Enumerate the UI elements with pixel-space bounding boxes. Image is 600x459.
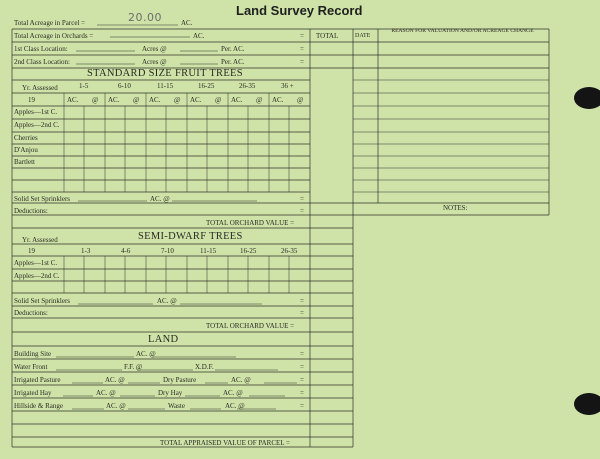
hillside-range-label: Hillside & Range — [14, 402, 63, 410]
semi-dwarf-heading: SEMI-DWARF TREES — [138, 231, 243, 242]
std-range-3: 11-15 — [157, 82, 174, 90]
class2-location-label: 2nd Class Location: — [14, 58, 70, 66]
equals-sign: = — [300, 363, 304, 371]
equals-sign: = — [300, 207, 304, 215]
equals-sign: = — [300, 58, 304, 66]
irrigated-hay-label: Irrigated Hay — [14, 389, 52, 397]
form-title: Land Survey Record — [236, 3, 363, 18]
std-ac-4: AC. — [190, 96, 202, 104]
equals-sign: = — [300, 389, 304, 397]
building-site-ac-at: AC. @ — [136, 350, 156, 358]
std-row-label: Apples—1st C. — [14, 108, 58, 116]
standard-trees-heading: STANDARD SIZE FRUIT TREES — [87, 68, 243, 79]
semi-range-3: 7-10 — [161, 247, 174, 255]
std-at-6: @ — [297, 96, 304, 104]
semi-row-label: Apples—2nd C. — [14, 272, 60, 280]
orchard-acreage-unit: AC. — [193, 32, 205, 40]
parcel-acreage-unit: AC. — [181, 19, 193, 27]
building-site-label: Building Site — [14, 350, 52, 358]
std-ac-3: AC. — [149, 96, 161, 104]
notes-label: NOTES: — [443, 204, 468, 212]
std-range-2: 6-10 — [118, 82, 131, 90]
std-range-1: 1-5 — [79, 82, 89, 90]
class1-location-label: 1st Class Location: — [14, 45, 68, 53]
std-year-prefix: 19 — [28, 96, 35, 104]
waste-label: Waste — [168, 402, 185, 410]
semi-total-orchard-value: TOTAL ORCHARD VALUE = — [206, 322, 295, 330]
water-front-ff-at: F.F. @ — [124, 363, 143, 371]
dry-pasture-ac-at: AC. @ — [231, 376, 251, 384]
irrigated-hay-ac-at: AC. @ — [96, 389, 116, 397]
semi-range-5: 16-25 — [240, 247, 257, 255]
semi-range-4: 11-15 — [200, 247, 217, 255]
class1-per-ac: Per. AC. — [221, 45, 245, 53]
std-ac-6: AC. — [272, 96, 284, 104]
semi-yr-assessed-label: Yr. Assessed — [22, 236, 58, 244]
std-range-5: 26-35 — [239, 82, 256, 90]
std-ac-2: AC. — [108, 96, 120, 104]
equals-sign: = — [300, 45, 304, 53]
semi-sprinklers-ac-at: AC. @ — [157, 297, 177, 305]
std-at-1: @ — [92, 96, 99, 104]
hillside-range-ac-at: AC. @ — [106, 402, 126, 410]
std-range-6: 36 + — [281, 82, 294, 90]
class2-per-ac: Per. AC. — [221, 58, 245, 66]
reason-column-header: REASON FOR VALUATION AND/OR ACREAGE CHANGE — [391, 28, 534, 34]
std-sprinklers-ac-at: AC. @ — [150, 195, 170, 203]
std-at-5: @ — [256, 96, 263, 104]
water-front-label: Water Front — [14, 363, 48, 371]
std-row-label: Bartlett — [14, 158, 35, 166]
semi-year-prefix: 19 — [28, 247, 35, 255]
equals-sign: = — [300, 309, 304, 317]
dry-hay-label: Dry Hay — [158, 389, 183, 397]
std-at-3: @ — [174, 96, 181, 104]
equals-sign: = — [300, 32, 304, 40]
std-ac-5: AC. — [231, 96, 243, 104]
semi-range-6: 26-35 — [281, 247, 298, 255]
semi-deductions-label: Deductions: — [14, 309, 48, 317]
parcel-acreage-label: Total Acreage in Parcel = — [14, 19, 86, 27]
semi-range-2: 4-6 — [121, 247, 131, 255]
class1-acres-at: Acres @ — [142, 45, 167, 53]
dry-hay-ac-at: AC. @ — [223, 389, 243, 397]
semi-row-label: Apples—1st C. — [14, 259, 58, 267]
std-row-label: D'Anjou — [14, 146, 38, 154]
std-ac-1: AC. — [67, 96, 79, 104]
std-total-orchard-value: TOTAL ORCHARD VALUE = — [206, 219, 295, 227]
semi-sprinklers-label: Solid Set Sprinklers — [14, 297, 71, 305]
std-at-2: @ — [133, 96, 140, 104]
water-front-xdf: X.D.F. — [195, 363, 214, 371]
irrigated-pasture-label: Irrigated Pasture — [14, 376, 61, 384]
land-heading: LAND — [148, 334, 179, 345]
semi-range-1: 1-3 — [81, 247, 91, 255]
std-at-4: @ — [215, 96, 222, 104]
dry-pasture-label: Dry Pasture — [163, 376, 197, 384]
std-yr-assessed-label: Yr. Assessed — [22, 84, 58, 92]
std-row-label: Cherries — [14, 134, 38, 142]
total-appraised-value: TOTAL APPRAISED VALUE OF PARCEL = — [160, 439, 290, 447]
std-sprinklers-label: Solid Set Sprinklers — [14, 195, 71, 203]
date-column-header: DATE — [355, 33, 371, 39]
total-column-header: TOTAL — [316, 32, 339, 40]
irrigated-pasture-ac-at: AC. @ — [105, 376, 125, 384]
std-deductions-label: Deductions: — [14, 207, 48, 215]
std-range-4: 16-25 — [198, 82, 215, 90]
class2-acres-at: Acres @ — [142, 58, 167, 66]
equals-sign: = — [300, 297, 304, 305]
waste-ac-at: AC. @ — [225, 402, 245, 410]
equals-sign: = — [300, 350, 304, 358]
equals-sign: = — [300, 195, 304, 203]
std-row-label: Apples—2nd C. — [14, 121, 60, 129]
orchard-acreage-label: Total Acreage in Orchards = — [14, 32, 94, 40]
equals-sign: = — [300, 402, 304, 410]
parcel-acreage-value[interactable]: 20.00 — [128, 11, 162, 24]
equals-sign: = — [300, 376, 304, 384]
